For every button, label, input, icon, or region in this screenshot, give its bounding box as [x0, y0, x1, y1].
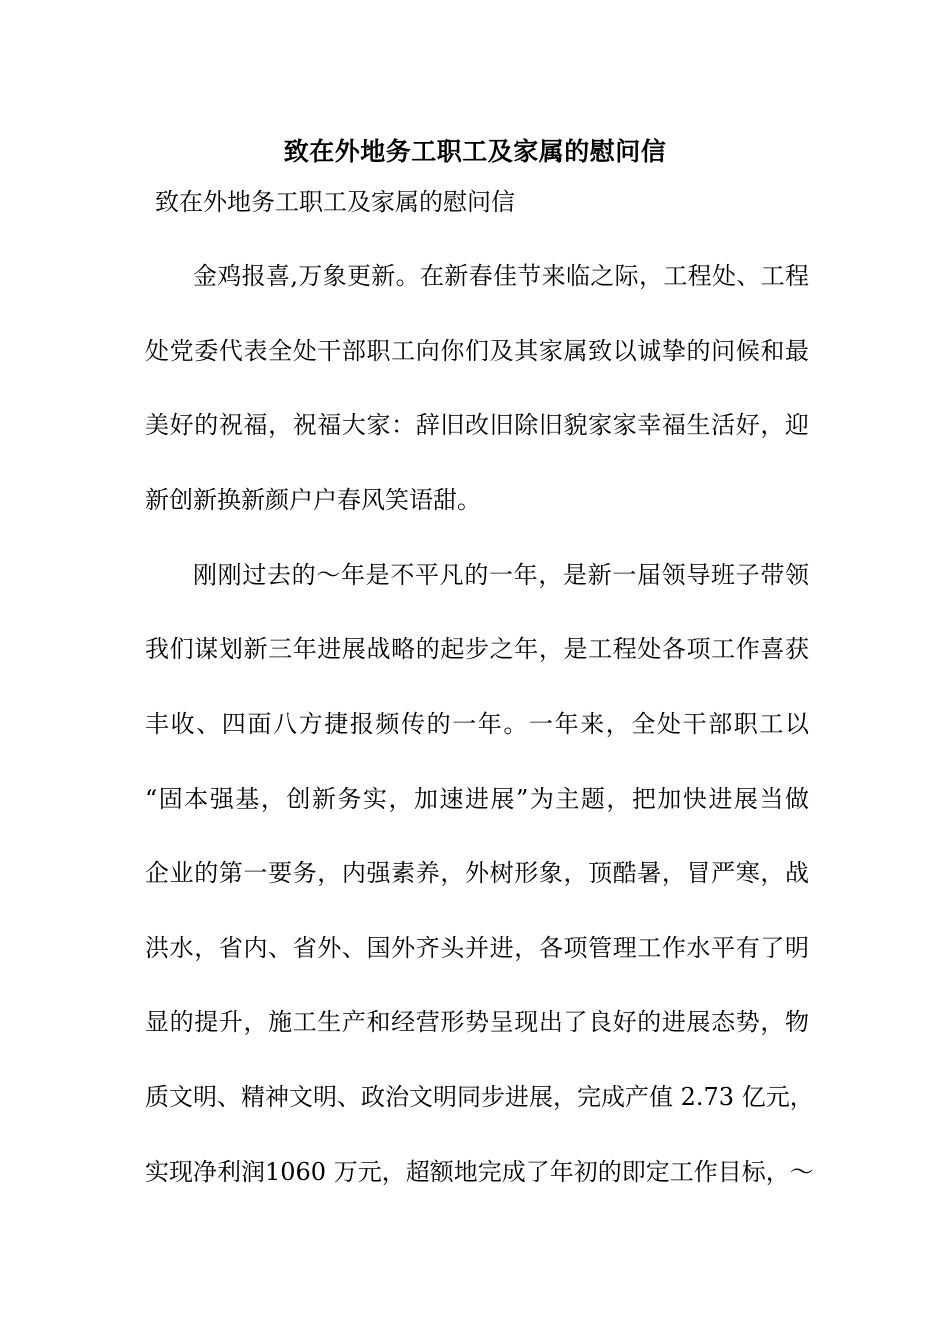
- paragraph-2-line-8: 质文明、精神文明、政治文明同步进展，完成产值 2.73 亿元，: [145, 1083, 814, 1111]
- paragraph-2-line-5: 企业的第一要务，内强素养，外树形象，顶酷暑，冒严寒，战: [145, 859, 809, 887]
- paragraph-2-line-7: 显的提升，施工生产和经营形势呈现出了良好的进展态势，物: [145, 1008, 809, 1036]
- paragraph-2-line-9: 实现净利润1060 万元，超额地完成了年初的即定工作目标，～: [145, 1158, 814, 1186]
- paragraph-1-line-1: 金鸡报喜,万象更新。在新春佳节来临之际，工程处、工程: [193, 262, 809, 290]
- paragraph-2-line-4: “固本强基，创新务实，加速进展”为主题，把加快进展当做: [145, 785, 809, 813]
- paragraph-2-line-3: 丰收、四面八方捷报频传的一年。一年来，全处干部职工以: [145, 710, 809, 738]
- paragraph-1-line-2: 处党委代表全处干部职工向你们及其家属致以诚挚的问候和最: [145, 337, 809, 365]
- paragraph-2-line-2: 我们谋划新三年进展战略的起步之年，是工程处各项工作喜获: [145, 635, 809, 663]
- paragraph-2-line-1: 刚刚过去的～年是不平凡的一年，是新一届领导班子带领: [193, 561, 809, 589]
- paragraph-1-line-3: 美好的祝福，祝福大家：辞旧改旧除旧貌家家幸福生活好，迎: [145, 411, 809, 439]
- paragraph-2-line-6: 洪水，省内、省外、国外齐头并进，各项管理工作水平有了明: [145, 934, 809, 962]
- document-subtitle: 致在外地务工职工及家属的慰问信: [155, 188, 515, 216]
- paragraph-1-line-4: 新创新换新颜户户春风笑语甜。: [145, 486, 481, 514]
- document-title: 致在外地务工职工及家属的慰问信: [283, 137, 667, 166]
